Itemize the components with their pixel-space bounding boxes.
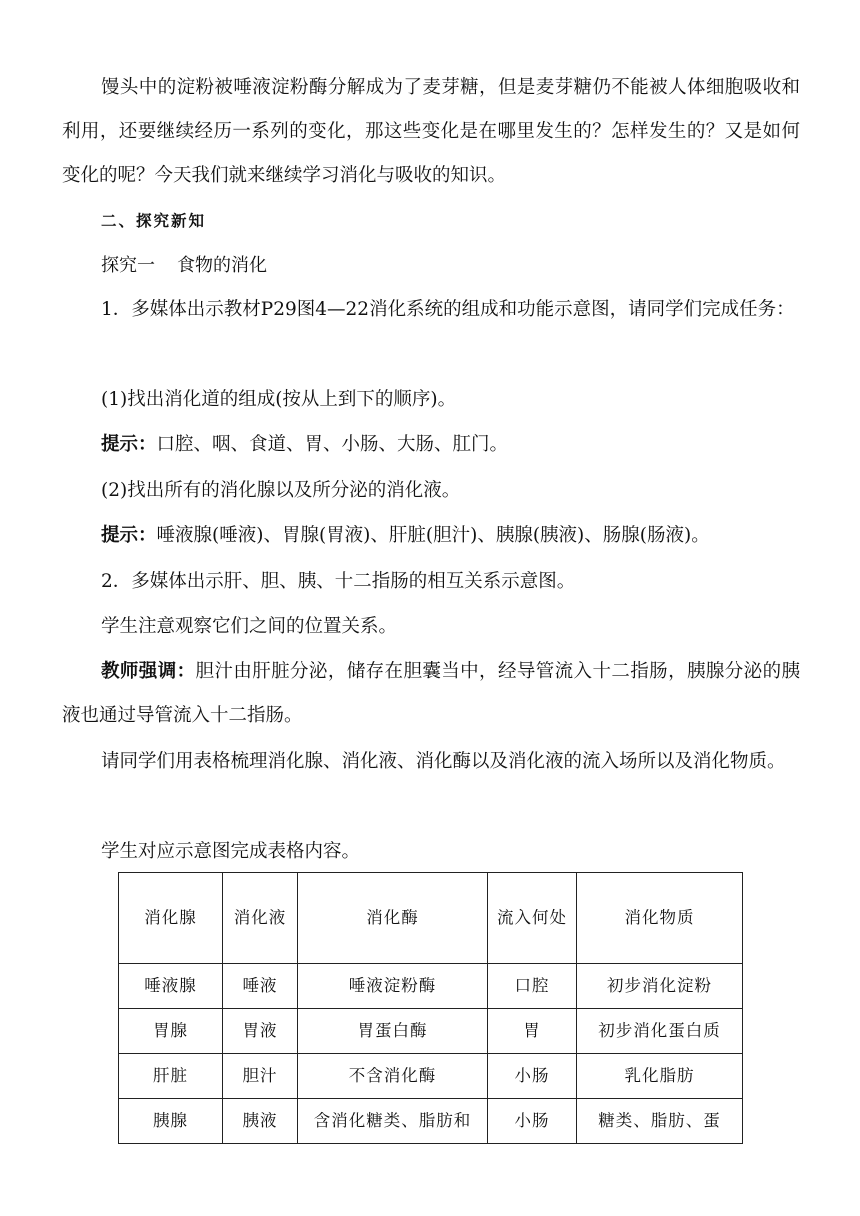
header-substance: 消化物质 <box>577 873 743 964</box>
table-cell: 胃腺 <box>119 1009 223 1054</box>
table-cell: 不含消化酶 <box>298 1054 488 1099</box>
hint-1-label: 提示： <box>101 434 157 455</box>
table-cell: 肝脏 <box>119 1054 223 1099</box>
explore-heading <box>101 246 267 286</box>
table-cell: 唾液 <box>223 964 298 1009</box>
hint-2-label: 提示： <box>101 525 157 546</box>
explore-label: 探究一 <box>101 255 155 276</box>
table-row <box>119 1099 743 1144</box>
item-1-paragraph: 1．多媒体出示教材P29图4—22消化系统的组成和功能示意图，请同学们完成任务： <box>101 299 795 320</box>
table-cell: 胃液 <box>223 1009 298 1054</box>
table-header-row <box>119 873 743 964</box>
table-cell: 唾液腺 <box>119 964 223 1009</box>
hint-1 <box>62 423 800 467</box>
table-cell: 乳化脂肪 <box>577 1054 743 1099</box>
table-cell: 唾液淀粉酶 <box>298 964 488 1009</box>
header-enzyme: 消化酶 <box>298 873 488 964</box>
header-destination: 流入何处 <box>488 873 577 964</box>
table-row <box>119 1054 743 1099</box>
header-juice: 消化液 <box>223 873 298 964</box>
complete-instruction: 学生对应示意图完成表格内容。 <box>101 841 361 862</box>
table-cell: 口腔 <box>488 964 577 1009</box>
hint-1-text: 口腔、咽、食道、胃、小肠、大肠、肛门。 <box>156 434 509 455</box>
digestion-table <box>118 872 743 1144</box>
hint-2 <box>62 514 800 558</box>
table-row <box>119 964 743 1009</box>
question-2: (2)找出所有的消化腺以及所分泌的消化液。 <box>101 480 461 501</box>
section-heading: 二、探究新知 <box>101 212 207 230</box>
table-cell: 胰液 <box>223 1099 298 1144</box>
table-cell: 初步消化蛋白质 <box>577 1009 743 1054</box>
table-instruction: 请同学们用表格梳理消化腺、消化液、消化酶以及消化液的流入场所以及消化物质。 <box>101 751 786 772</box>
table-cell: 小肠 <box>488 1054 577 1099</box>
table-cell: 胃 <box>488 1009 577 1054</box>
hint-2-text: 唾液腺(唾液)、胃腺(胃液)、肝脏(胆汁)、胰腺(胰液)、肠腺(肠液)。 <box>156 525 710 546</box>
table-cell: 糖类、脂肪、蛋 <box>577 1099 743 1144</box>
teacher-emphasis-label: 教师强调： <box>101 661 196 682</box>
intro-paragraph: 馒头中的淀粉被唾液淀粉酶分解成为了麦芽糖，但是麦芽糖仍不能被人体细胞吸收和利用，还要继续经历一系列的变化，那这些变化是在哪里发生的？怎样发生的？又是如何变化的呢？今天我们就来继续学习消化与吸收的知识。 <box>62 77 800 186</box>
question-1: (1)找出消化道的组成(按从上到下的顺序)。 <box>101 389 457 410</box>
observe-paragraph: 学生注意观察它们之间的位置关系。 <box>101 616 398 637</box>
teacher-emphasis <box>62 650 800 738</box>
table-cell: 小肠 <box>488 1099 577 1144</box>
table-cell: 胃蛋白酶 <box>298 1009 488 1054</box>
table-cell: 胰腺 <box>119 1099 223 1144</box>
header-gland: 消化腺 <box>119 873 223 964</box>
item-2-paragraph: 2．多媒体出示肝、胆、胰、十二指肠的相互关系示意图。 <box>101 571 576 592</box>
teacher-emphasis-text: 胆汁由肝脏分泌，储存在胆囊当中，经导管流入十二指肠，胰腺分泌的胰液也通过导管流入十二指肠。 <box>62 661 800 726</box>
table-cell: 初步消化淀粉 <box>577 964 743 1009</box>
table-row <box>119 1009 743 1054</box>
explore-title: 食物的消化 <box>177 255 267 276</box>
table-cell: 胆汁 <box>223 1054 298 1099</box>
table-cell: 含消化糖类、脂肪和 <box>298 1099 488 1144</box>
